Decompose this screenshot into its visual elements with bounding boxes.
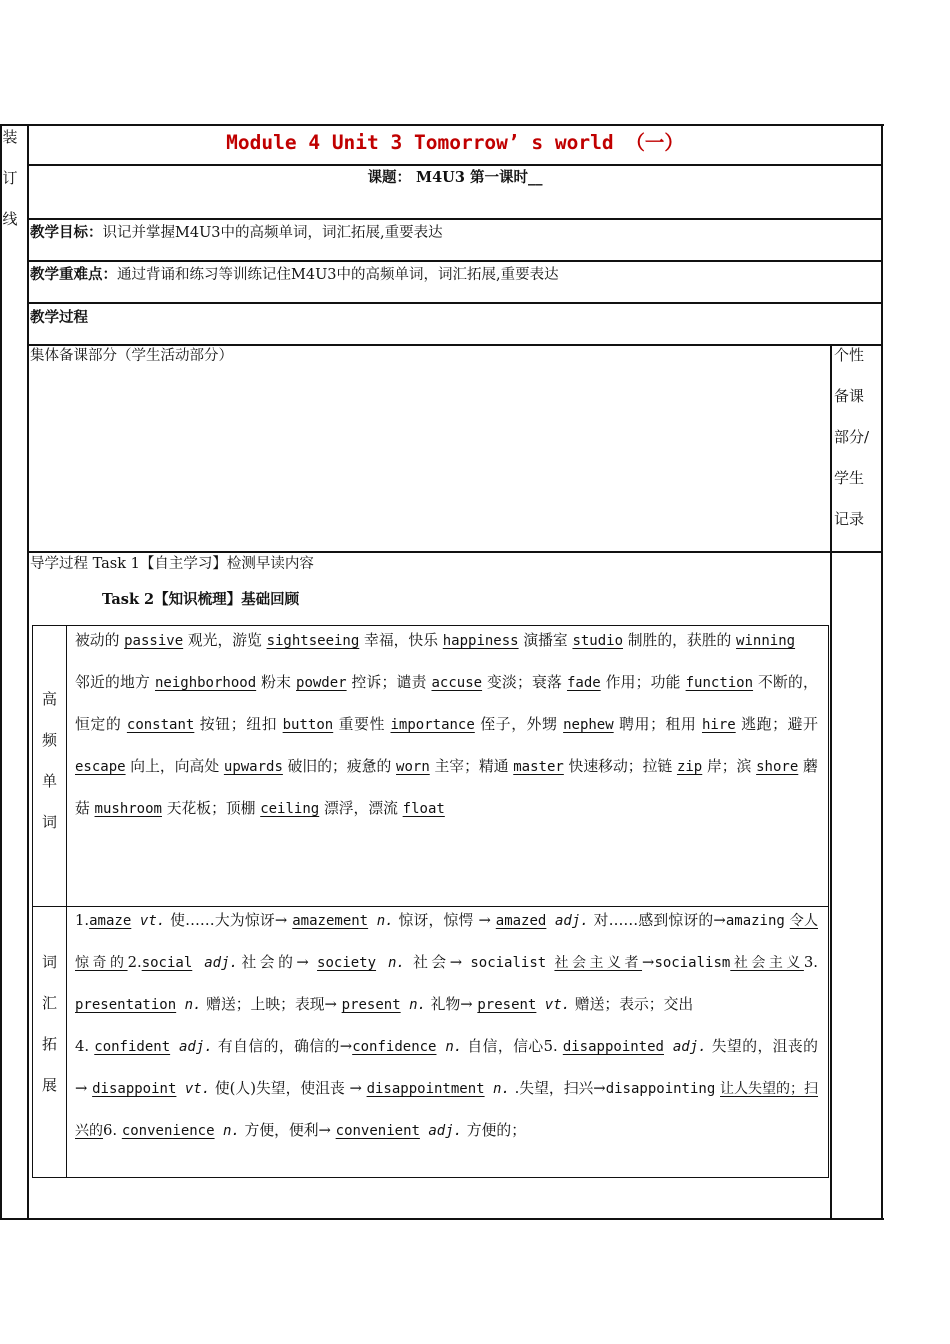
- word-meaning: 变淡；衰落: [487, 674, 563, 691]
- vocab-text: 使(人)失望，使沮丧 →: [210, 1080, 367, 1097]
- word-answer: studio: [572, 633, 624, 649]
- vocab-text: 赠送；表示；交出: [570, 996, 694, 1013]
- table-top-border: [0, 124, 884, 126]
- word-meaning: 破旧的；疲惫的: [287, 758, 392, 775]
- vocab-ext-label-char: 展: [41, 1076, 57, 1094]
- task2-heading: Task 2【知识梳理】基础回顾: [102, 591, 300, 608]
- vocab-ext-label-char: 拓: [41, 1035, 57, 1053]
- word-answer: fade: [566, 675, 601, 691]
- vocab-text: .失望，扫兴→: [509, 1080, 606, 1097]
- vocab-answer: social: [141, 955, 193, 971]
- word-meaning: 演播室: [523, 632, 568, 649]
- word-answer: happiness: [442, 633, 519, 649]
- word-answer: worn: [396, 759, 430, 775]
- vocab-answer: 令人惊奇的: [75, 913, 818, 971]
- word-answer: ceiling: [260, 801, 320, 817]
- word-answer: sightseeing: [266, 633, 360, 649]
- vocab-text: 3.: [803, 954, 819, 971]
- vocab-word: socialist: [470, 955, 547, 971]
- word-meaning: 按钮；纽扣: [199, 716, 278, 733]
- vocab-answer: confident: [94, 1039, 171, 1055]
- table-right-border: [881, 124, 883, 1220]
- vocab-answer: confidence: [352, 1039, 437, 1055]
- word-meaning: 观光，游览: [187, 632, 262, 649]
- binding-margin-label: [0, 117, 20, 240]
- vocab-text: 方便，便利→: [239, 1122, 336, 1139]
- word-meaning: 不断的，恒定的: [75, 674, 818, 733]
- word-answer: passive: [124, 633, 184, 649]
- vocab-answer: amaze: [89, 913, 132, 929]
- word-meaning: 向上，向高处: [130, 758, 220, 775]
- vocab-text: 对……感到惊讶的→: [588, 912, 726, 929]
- vocab-answer: disappointed: [562, 1039, 664, 1055]
- binding-char: 线: [2, 210, 18, 228]
- vocab-text: →: [642, 954, 655, 971]
- row-divider: [27, 551, 883, 553]
- part-of-speech: vt.: [536, 997, 571, 1013]
- vocab-text: 社会的→: [237, 954, 318, 971]
- word-meaning: 邻近的地方: [75, 674, 151, 691]
- vocab-answer: present: [341, 997, 401, 1013]
- word-answer: hire: [701, 717, 736, 733]
- row-divider: [27, 260, 883, 262]
- vocab-answer: convenient: [335, 1123, 420, 1139]
- word-answer: importance: [390, 717, 475, 733]
- page-title: Module 4 Unit 3 Tomorrow’ s world （一）: [226, 131, 684, 154]
- side-note-line: 个性: [834, 346, 865, 364]
- key-points-row: [30, 266, 559, 284]
- word-meaning: 制胜的，获胜的: [627, 632, 732, 649]
- part-of-speech: n.: [376, 955, 405, 971]
- binding-margin-line: [27, 124, 29, 1220]
- vocab-answer: convenience: [121, 1123, 215, 1139]
- vocab-answer: presentation: [75, 997, 177, 1013]
- inner-table-label-divider: [66, 625, 67, 1177]
- word-meaning: 重要性: [338, 716, 386, 733]
- side-note-line: 部分/: [834, 428, 870, 446]
- word-meaning: 岸；滨: [706, 758, 752, 775]
- high-freq-label-char: 词: [41, 813, 57, 831]
- part-of-speech: adj.: [419, 1123, 463, 1139]
- vocab-answer: amazed: [495, 913, 547, 929]
- vocab-answer: disappoint: [92, 1081, 177, 1097]
- vocab-text: 自信，信心5.: [462, 1038, 563, 1055]
- word-answer: zip: [676, 759, 703, 775]
- vocab-text: 失望的，沮丧的→: [75, 1038, 818, 1097]
- word-meaning: 逃跑；避开: [741, 716, 818, 733]
- lesson-topic: 课题： M4U3 第一课时__: [367, 169, 543, 186]
- objective-row: [30, 224, 443, 242]
- part-of-speech: n.: [176, 997, 202, 1013]
- key-points-label: 教学重难点：: [30, 266, 117, 283]
- vocab-answer: society: [317, 955, 377, 971]
- vocab-word: amazing: [725, 913, 785, 929]
- word-meaning: 控诉；谴责: [351, 674, 427, 691]
- high-freq-label-char: 频: [41, 731, 57, 749]
- vocab-text: 4.: [75, 1038, 95, 1055]
- high-freq-label-char: 高: [41, 690, 57, 708]
- word-answer: float: [402, 801, 445, 817]
- word-answer: function: [685, 675, 754, 691]
- word-meaning: 天花板；顶棚: [166, 800, 256, 817]
- word-meaning: 被动的: [75, 632, 120, 649]
- vocab-text: 礼物→: [425, 996, 478, 1013]
- part-of-speech: n.: [214, 1123, 240, 1139]
- word-answer: powder: [296, 675, 347, 691]
- vocab-ext-label-char: 汇: [41, 994, 57, 1012]
- word-answer: winning: [736, 633, 796, 649]
- vocab-answer: amazement: [292, 913, 369, 929]
- part-of-speech: adj.: [663, 1039, 707, 1055]
- vocab-answer: 让人失望的；扫兴的: [75, 1081, 819, 1139]
- part-of-speech: vt.: [131, 913, 166, 929]
- side-note-line: 备课: [834, 387, 865, 405]
- vocab-ext-text: [75, 900, 818, 1152]
- high-freq-label: [33, 679, 66, 843]
- row-divider: [27, 344, 883, 346]
- word-meaning: 聘用；租用: [619, 716, 697, 733]
- group-prep-label: 集体备课部分（学生活动部分）: [30, 348, 233, 364]
- part-of-speech: n.: [400, 997, 426, 1013]
- row-divider: [27, 302, 883, 304]
- word-meaning: 快速移动；拉链: [568, 758, 673, 775]
- word-meaning: 幸福，快乐: [364, 632, 439, 649]
- word-answer: master: [513, 759, 564, 775]
- side-note: [834, 335, 869, 540]
- vocab-text: 方便的；: [462, 1122, 526, 1139]
- part-of-speech: adj.: [546, 913, 589, 929]
- binding-char: 订: [2, 169, 18, 187]
- vocab-ext-label: [33, 942, 66, 1106]
- side-note-line: 记录: [834, 510, 865, 528]
- vocab-text: 使……大为惊讶→: [165, 912, 293, 929]
- table-bottom-border: [0, 1218, 884, 1220]
- vocab-text: 有自信的，确信的→: [212, 1038, 353, 1055]
- task1-heading: 导学过程 Task 1【自主学习】检测早读内容: [30, 556, 314, 572]
- word-answer: nephew: [563, 717, 614, 733]
- vocab-text: 赠送；上映；表现→: [201, 996, 342, 1013]
- high-freq-words: [75, 620, 818, 830]
- objective-text: 识记并掌握M4U3中的高频单词，词汇拓展,重要表达: [102, 225, 443, 241]
- side-note-line: 学生: [834, 469, 865, 487]
- word-answer: mushroom: [94, 801, 162, 817]
- word-answer: button: [282, 717, 334, 733]
- objective-label: 教学目标：: [30, 224, 103, 241]
- part-of-speech: n.: [436, 1039, 463, 1055]
- part-of-speech: adj.: [192, 955, 238, 971]
- word-answer: neighborhood: [154, 675, 257, 691]
- word-meaning: 粉末: [261, 674, 292, 691]
- vocab-answer: 社会主义: [730, 955, 804, 971]
- word-meaning: 主宰；精通: [434, 758, 509, 775]
- word-meaning: 漂浮，漂流: [323, 800, 398, 817]
- part-of-speech: vt.: [176, 1081, 211, 1097]
- vocab-text: 2.: [127, 954, 142, 971]
- key-points-text: 通过背诵和练习等训练记住M4U3中的高频单词，词汇拓展,重要表达: [117, 267, 559, 283]
- vocab-text: 社会→: [404, 954, 471, 971]
- vocab-text: 6.: [103, 1122, 122, 1139]
- side-column-divider: [830, 344, 832, 1220]
- part-of-speech: adj.: [170, 1039, 213, 1055]
- binding-char: 装: [2, 128, 18, 146]
- vocab-text: 1.: [75, 912, 90, 929]
- word-answer: accuse: [431, 675, 483, 691]
- vocab-answer: disappointment: [366, 1081, 485, 1097]
- vocab-text: 惊讶，惊愕 →: [393, 912, 496, 929]
- vocab-word: socialism: [654, 955, 731, 971]
- vocab-ext-label-char: 词: [41, 953, 57, 971]
- word-answer: constant: [126, 717, 195, 733]
- row-divider: [27, 218, 883, 220]
- word-meaning: 蘑菇: [75, 758, 818, 817]
- process-label: 教学过程: [30, 309, 88, 326]
- word-meaning: 侄子，外甥: [480, 716, 558, 733]
- word-answer: upwards: [223, 759, 283, 775]
- vocab-word: disappointing: [605, 1081, 716, 1097]
- high-freq-label-char: 单: [41, 772, 57, 790]
- vocab-answer: 社会主义者: [554, 955, 643, 971]
- word-meaning: 作用；功能: [605, 674, 681, 691]
- part-of-speech: n.: [484, 1081, 510, 1097]
- table-left-border: [0, 124, 2, 1220]
- word-answer: shore: [756, 759, 799, 775]
- vocab-answer: present: [477, 997, 537, 1013]
- word-answer: escape: [75, 759, 126, 775]
- part-of-speech: n.: [368, 913, 394, 929]
